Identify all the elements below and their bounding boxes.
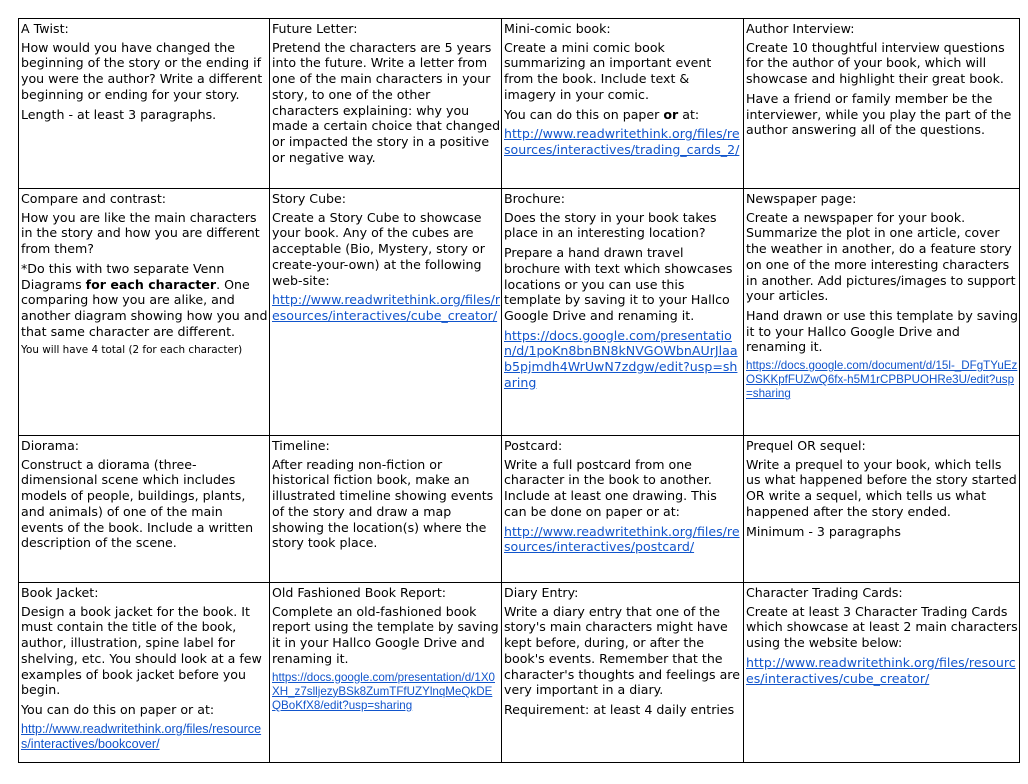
cell-future-letter	[270, 19, 502, 189]
cell-text: You can do this on paper or at:	[504, 106, 700, 122]
table-row	[19, 189, 1020, 436]
cell-diorama	[19, 436, 270, 583]
cell-text: Create a Story Cube to showcase your book. Any of the cubes are acceptable (Bio, Mystery, story or create-your-own) at the following web-site:	[272, 209, 485, 288]
newspaper-template-link[interactable]: https://docs.google.com/document/d/15l-_DFgTYuEzOSKKpfFUZwQ6fx-h5M1rCPBPUOHRe3U/edit?usp=sharing	[746, 359, 1018, 401]
trading-cards-link[interactable]: http://www.readwritethink.org/files/resources/interactives/trading_cards_2/	[504, 126, 740, 157]
cell-newspaper-page	[744, 189, 1020, 436]
cell-title: Character Trading Cards:	[746, 585, 903, 600]
cell-text: Write a full postcard from one character in the book to another. Include at least one drawing. This can be done on paper or at:	[504, 456, 717, 519]
cell-diary-entry	[502, 583, 744, 763]
cell-text: Have a friend or family member be the interviewer, while you play the part of the author answering all of the questions.	[746, 90, 1012, 138]
cell-mini-comic-book	[502, 19, 744, 189]
cell-title: Diorama:	[21, 438, 80, 453]
cell-author-interview	[744, 19, 1020, 189]
cell-text: Requirement: at least 4 daily entries	[504, 701, 735, 717]
postcard-link[interactable]: http://www.readwritethink.org/files/resources/interactives/postcard/	[504, 523, 740, 555]
cell-title: Timeline:	[272, 438, 330, 453]
cell-title: Brochure:	[504, 191, 566, 206]
cell-text: Write a diary entry that one of the story's main characters might have kept before, during, or after the book's events. Remember that the character's thoughts and feelings are very important in a diary.	[504, 603, 740, 698]
cell-postcard	[502, 436, 744, 583]
cell-text: You can do this on paper or at:	[21, 701, 215, 717]
cell-title: Newspaper page:	[746, 191, 857, 206]
cell-text: After reading non-fiction or historical fiction book, make an illustrated timeline showing events of the story and draw a map showing the location(s) where the story took place.	[272, 456, 494, 551]
cube-creator-link[interactable]: http://www.readwritethink.org/files/resources/interactives/cube_creator/	[272, 292, 501, 323]
character-cards-link[interactable]: http://www.readwritethink.org/files/resources/interactives/cube_creator/	[746, 654, 1016, 686]
cell-title: Old Fashioned Book Report:	[272, 585, 447, 600]
cell-title: Author Interview:	[746, 21, 855, 36]
cell-compare-and-contrast	[19, 189, 270, 436]
cell-text: Minimum - 3 paragraphs	[746, 523, 901, 539]
cell-text: Design a book jacket for the book. It must contain the title of the book, author, illustration, spine label for shelving, etc. You should look at a few examples of book jacket before you begin.	[21, 603, 262, 698]
cell-text: Create 10 thoughtful interview questions for the author of your book, which will showcase and highlight their great book.	[746, 39, 1005, 87]
bookcover-link[interactable]: http://www.readwritethink.org/files/resources/interactives/bookcover/	[21, 721, 262, 752]
cell-title: Postcard:	[504, 438, 563, 453]
cell-text: Does the story in your book takes place in an interesting location?	[504, 209, 717, 241]
cell-text: Write a prequel to your book, which tells us what happened before the story started OR write a sequel, which tells us what happened after the story ended.	[746, 456, 1017, 519]
cell-title: A Twist:	[21, 21, 69, 36]
cell-prequel-or-sequel	[744, 436, 1020, 583]
cell-title: Prequel OR sequel:	[746, 438, 866, 453]
cell-text: How would you have changed the beginning of the story or the ending if you were the author? Write a different beginning or ending for your story.	[21, 39, 263, 102]
cell-text: Construct a diorama (three-dimensional scene which includes models of people, buildings, plants, and animals) of one of the main events of the book. Include a written description of the scene.	[21, 456, 254, 551]
table-row	[19, 19, 1020, 189]
cell-text: Create at least 3 Character Trading Cards which showcase at least 2 main characters using the website below:	[746, 603, 1018, 651]
cell-brochure	[502, 189, 744, 436]
cell-character-trading-cards	[744, 583, 1020, 763]
cell-title: Diary Entry:	[504, 585, 579, 600]
cell-title: Story Cube:	[272, 191, 347, 206]
table-row	[19, 583, 1020, 763]
table-row	[19, 436, 1020, 583]
cell-text: Pretend the characters are 5 years into the future. Write a letter from one of the main characters in your story, to one of the other characters explaining: why you made a certain choice that changed or impacted the story in a positive or negative way.	[272, 39, 501, 165]
cell-text: How you are like the main characters in the story and how you are different from them?	[21, 209, 260, 257]
brochure-template-link[interactable]: https://docs.google.com/presentation/d/1poKn8bnBN8kNVGOWbnAUrJlaab5pjmdh4WrUwN7zdgw/edit?usp=sharing	[504, 327, 738, 390]
book-report-template-link[interactable]: https://docs.google.com/presentation/d/1X0XH_z7slljezyBSk8ZumTFfUZYlnqMeQkDEQBoKfX8/edit?usp=sharing	[272, 670, 495, 712]
cell-text: *Do this with two separate Venn Diagrams for each character. One comparing how you are alike, and another diagram showing how you and that same character are different.	[21, 260, 268, 339]
cell-timeline	[270, 436, 502, 583]
cell-note: You will have 4 total (2 for each character)	[21, 344, 243, 357]
cell-old-fashioned-book-report	[270, 583, 502, 763]
cell-a-twist	[19, 19, 270, 189]
cell-text: Hand drawn or use this template by saving it to your Hallco Google Drive and renaming it.	[746, 307, 1019, 355]
cell-book-jacket	[19, 583, 270, 763]
cell-story-cube	[270, 189, 502, 436]
cell-text: Prepare a hand drawn travel brochure with text which showcases locations or you can use this template by saving it to your Hallco Google Drive and renaming it.	[504, 245, 733, 323]
cell-title: Book Jacket:	[21, 585, 99, 600]
choice-board-table	[18, 18, 1020, 763]
cell-title: Compare and contrast:	[21, 191, 167, 206]
cell-text: Create a newspaper for your book. Summarize the plot in one article, cover the weather in another, do a feature story on one of the more interesting characters in another. Add pictures/images to support your articles.	[746, 209, 1016, 304]
cell-text: Length - at least 3 paragraphs.	[21, 106, 217, 122]
cell-text: Create a mini comic book summarizing an important event from the book. Include text & imagery in your comic.	[504, 39, 712, 102]
cell-title: Mini-comic book:	[504, 21, 611, 36]
cell-title: Future Letter:	[272, 21, 358, 36]
cell-text: Complete an old-fashioned book report using the template by saving it in your Hallco Google Drive and renaming it.	[272, 603, 499, 666]
